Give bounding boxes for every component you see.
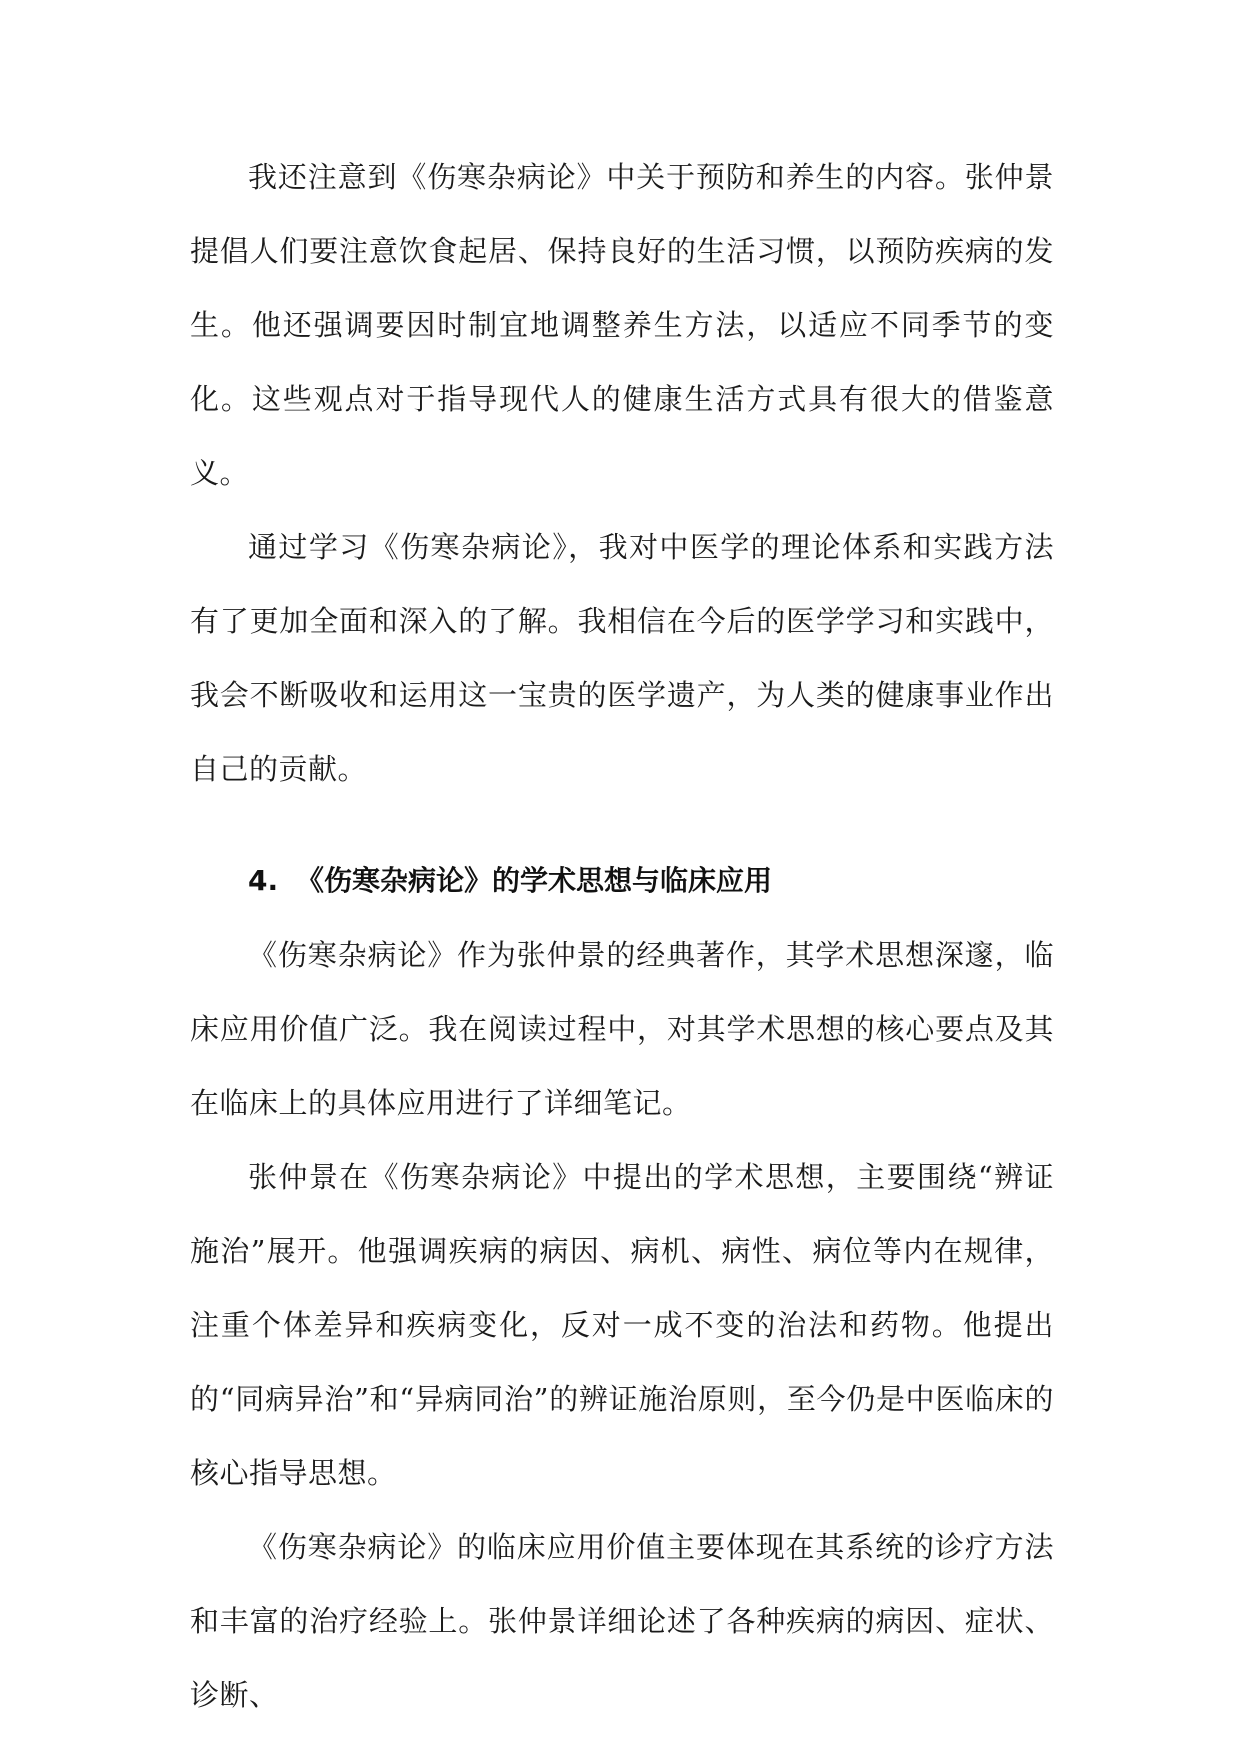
paragraph-conclusion: 通过学习《伤寒杂病论》，我对中医学的理论体系和实践方法有了更加全面和深入的了解。我相信在今后的医学学习和实践中，我会不断吸收和运用这一宝贵的医学遗产，为人类的健康事业作出自己的贡献。 xyxy=(190,530,1054,786)
document-body xyxy=(190,140,1054,1732)
paragraph-academic-thought: 张仲景在《伤寒杂病论》中提出的学术思想，主要围绕“辨证施治”展开。他强调疾病的病因、病机、病性、病位等内在规律，注重个体差异和疾病变化，反对一成不变的治法和药物。他提出的“同病异治”和“异病同治”的辨证施治原则，至今仍是中医临床的核心指导思想。 xyxy=(190,1160,1054,1490)
paragraph-clinical-value: 《伤寒杂病论》的临床应用价值主要体现在其系统的诊疗方法和丰富的治疗经验上。张仲景详细论述了各种疾病的病因、症状、诊断、 xyxy=(190,1530,1054,1712)
paragraph-intro: 《伤寒杂病论》作为张仲景的经典著作，其学术思想深邃，临床应用价值广泛。我在阅读过程中，对其学术思想的核心要点及其在临床上的具体应用进行了详细笔记。 xyxy=(190,938,1054,1120)
section-title: 《伤寒杂病论》的学术思想与临床应用 xyxy=(296,864,773,897)
section-heading xyxy=(190,844,1054,918)
section-number: 4. xyxy=(248,864,279,897)
paragraph-prevention: 我还注意到《伤寒杂病论》中关于预防和养生的内容。张仲景提倡人们要注意饮食起居、保持良好的生活习惯，以预防疾病的发生。他还强调要因时制宜地调整养生方法，以适应不同季节的变化。这些观点对于指导现代人的健康生活方式具有很大的借鉴意义。 xyxy=(190,160,1054,490)
